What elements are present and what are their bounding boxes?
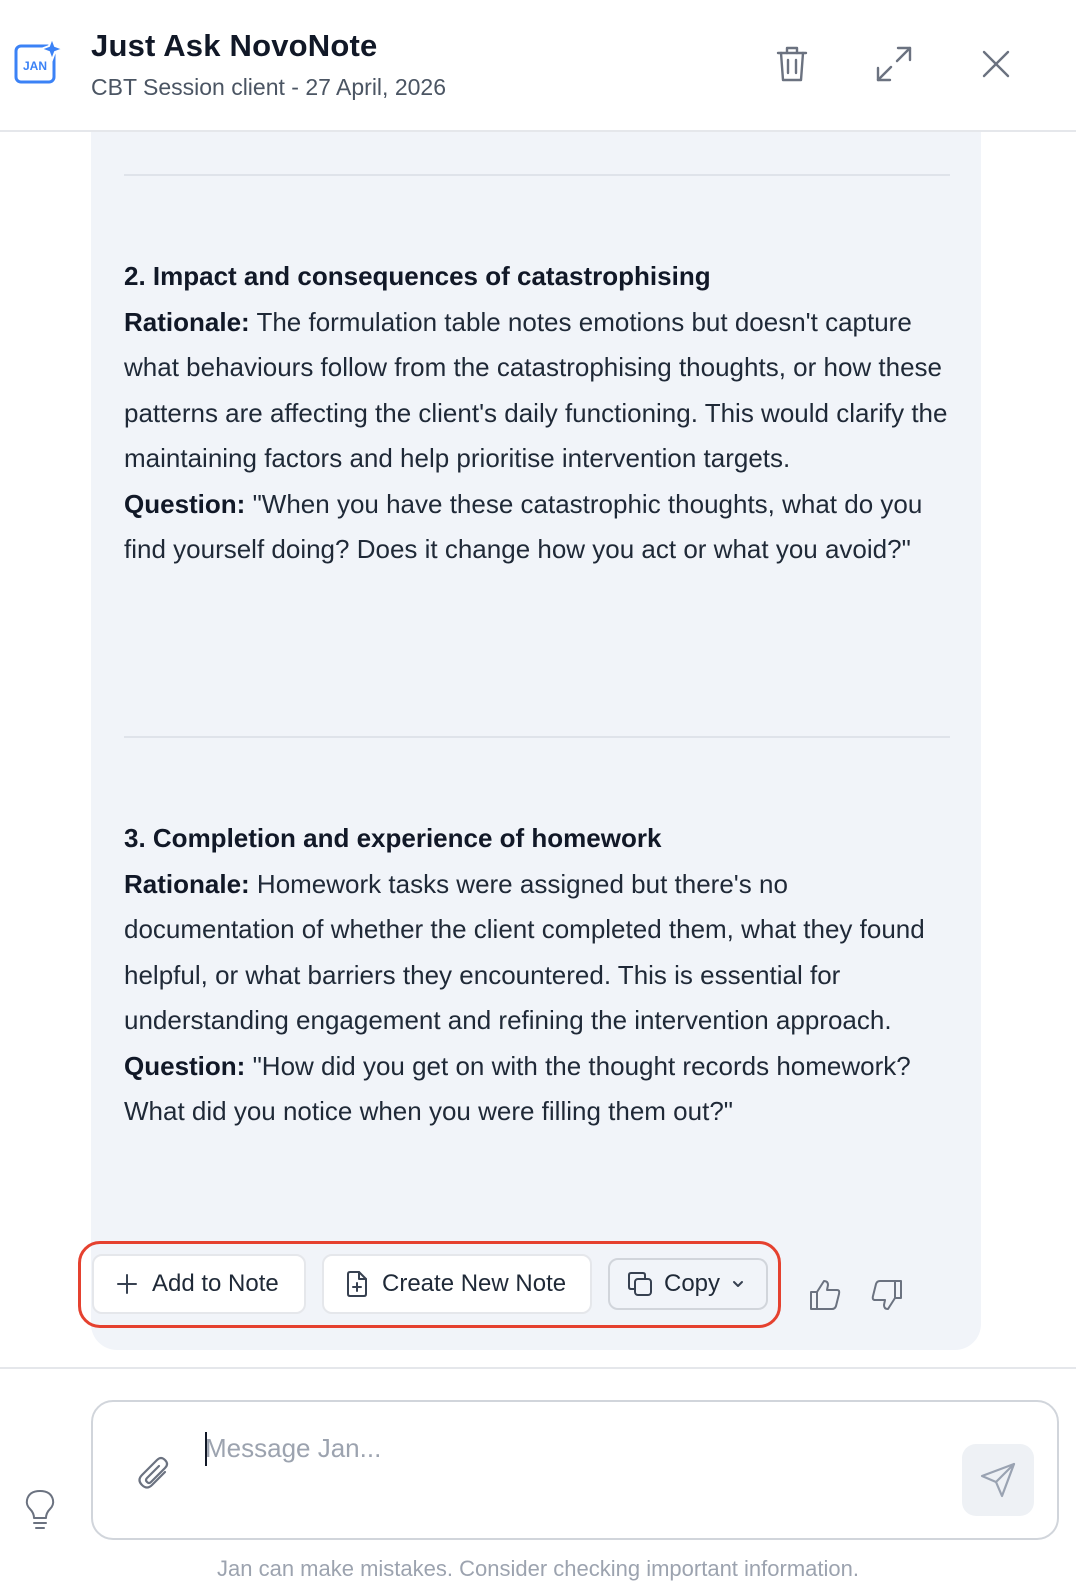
delete-button[interactable]	[768, 40, 816, 88]
logo-text: JAN	[22, 59, 48, 73]
chevron-down-icon	[730, 1276, 746, 1292]
section-divider	[124, 174, 950, 176]
tips-button[interactable]	[22, 1488, 58, 1532]
question-text: "How did you get on with the thought records homework? What did you notice when you were filling them out?"	[124, 1050, 911, 1126]
like-button[interactable]	[804, 1274, 846, 1316]
send-icon	[978, 1460, 1018, 1500]
question-paragraph	[124, 482, 954, 573]
panel-subtitle: CBT Session client - 27 April, 2026	[91, 74, 446, 100]
create-new-note-button[interactable]	[322, 1254, 592, 1314]
rationale-label: Rationale:	[124, 868, 250, 899]
rationale-paragraph	[124, 862, 954, 1044]
rationale-label: Rationale:	[124, 306, 250, 337]
question-paragraph	[124, 1044, 954, 1135]
create-new-note-label: Create New Note	[382, 1270, 567, 1297]
close-button[interactable]	[972, 40, 1020, 88]
message-input[interactable]	[205, 1428, 925, 1468]
rationale-text: Homework tasks were assigned but there's no documentation of whether the client completed them, what they found helpful, or what barriers they encountered. This is essential for understanding engagement and refining the intervention approach.	[124, 868, 925, 1035]
plus-icon	[116, 1273, 138, 1295]
message-section	[124, 254, 954, 573]
expand-button[interactable]	[870, 40, 918, 88]
jan-sparkle-icon	[14, 38, 62, 86]
rationale-text: The formulation table notes emotions but doesn't capture what behaviours follow from the catastrophising thoughts, or how these patterns are affecting the client's daily functioning. This would clarify the maintaining factors and help prioritise intervention targets.	[124, 306, 948, 473]
message-section	[124, 816, 954, 1135]
question-label: Question:	[124, 1050, 246, 1081]
panel-header	[0, 0, 1076, 132]
question-label: Question:	[124, 488, 246, 519]
disclaimer-text: Jan can make mistakes. Consider checking important information.	[217, 1556, 859, 1581]
message-scroll-area[interactable]	[0, 132, 1076, 1367]
thumbs-down-icon	[869, 1278, 905, 1312]
paperclip-icon	[135, 1452, 175, 1496]
message-composer	[91, 1400, 1059, 1540]
lightbulb-icon	[22, 1488, 58, 1532]
file-plus-icon	[346, 1270, 368, 1298]
attach-button[interactable]	[135, 1452, 175, 1496]
dislike-button[interactable]	[866, 1274, 908, 1316]
copy-label: Copy	[664, 1270, 721, 1297]
expand-icon	[874, 44, 914, 84]
panel-title: Just Ask NovoNote	[91, 28, 378, 63]
trash-icon	[774, 44, 810, 84]
section-heading: 2. Impact and consequences of catastrophising	[124, 261, 711, 291]
question-text: "When you have these catastrophic thoughts, what do you find yourself doing? Does it change how you act or what you avoid?"	[124, 488, 923, 564]
composer-separator	[0, 1367, 1076, 1369]
add-to-note-button[interactable]	[92, 1254, 306, 1314]
copy-button[interactable]	[608, 1258, 768, 1310]
text-caret	[205, 1432, 207, 1466]
section-heading: 3. Completion and experience of homework	[124, 823, 662, 853]
copy-icon	[626, 1270, 654, 1298]
send-button[interactable]	[962, 1444, 1034, 1516]
add-to-note-label: Add to Note	[152, 1270, 279, 1297]
rationale-paragraph	[124, 300, 954, 482]
section-divider	[124, 736, 950, 738]
thumbs-up-icon	[807, 1278, 843, 1312]
close-icon	[980, 48, 1012, 80]
